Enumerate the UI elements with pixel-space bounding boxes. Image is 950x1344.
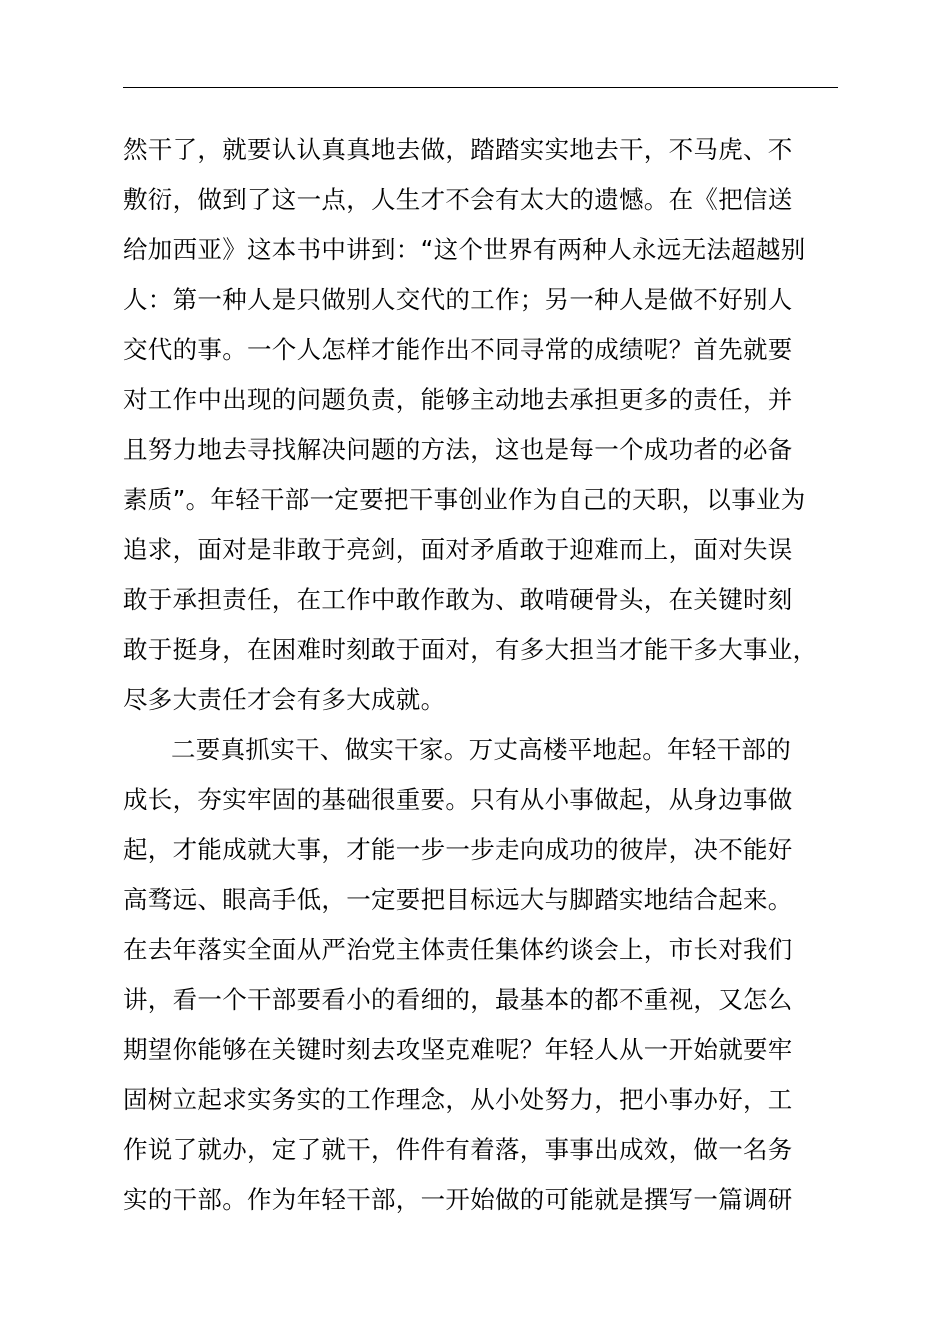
text-line: 素质”。年轻干部一定要把干事创业作为自己的天职，以事业为	[123, 485, 806, 514]
text-line: 敷衍，做到了这一点，人生才不会有太大的遗憾。在《把信送	[123, 185, 793, 214]
text-line: 敢于承担责任，在工作中敢作敢为、敢啃硬骨头，在关键时刻	[123, 585, 793, 614]
text-line: 交代的事。一个人怎样才能作出不同寻常的成绩呢？首先就要	[123, 335, 793, 364]
text-line: 然干了，就要认认真真地去做，踏踏实实地去干，不马虎、不	[123, 135, 793, 164]
paragraph-start-line: 二要真抓实干、做实干家。万丈高楼平地起。年轻干部的	[171, 735, 791, 764]
text-line: 固树立起求实务实的工作理念，从小处努力，把小事办好，工	[123, 1085, 793, 1114]
text-line: 高骛远、眼高手低，一定要把目标远大与脚踏实地结合起来。	[123, 885, 793, 914]
text-line: 尽多大责任才会有多大成就。	[123, 685, 446, 714]
text-line: 实的干部。作为年轻干部，一开始做的可能就是撰写一篇调研	[123, 1185, 793, 1214]
header-rule	[123, 87, 838, 88]
text-line: 在去年落实全面从严治党主体责任集体约谈会上，市长对我们	[123, 935, 793, 964]
text-line: 给加西亚》这本书中讲到：“这个世界有两种人永远无法超越别	[123, 235, 806, 264]
text-line: 期望你能够在关键时刻去攻坚克难呢？年轻人从一开始就要牢	[123, 1035, 793, 1064]
page-body	[123, 125, 863, 1225]
text-line: 起，才能成就大事，才能一步一步走向成功的彼岸，决不能好	[123, 835, 793, 864]
text-line: 讲，看一个干部要看小的看细的，最基本的都不重视，又怎么	[123, 985, 793, 1014]
text-line: 对工作中出现的问题负责，能够主动地去承担更多的责任，并	[123, 385, 793, 414]
text-line: 作说了就办，定了就干，件件有着落，事事出成效，做一名务	[123, 1135, 793, 1164]
text-line: 人：第一种人是只做别人交代的工作；另一种人是做不好别人	[123, 285, 793, 314]
text-line: 追求，面对是非敢于亮剑，面对矛盾敢于迎难而上，面对失误	[123, 535, 793, 564]
text-line: 敢于挺身，在困难时刻敢于面对，有多大担当才能干多大事业，	[123, 635, 818, 664]
text-line: 成长，夯实牢固的基础很重要。只有从小事做起，从身边事做	[123, 785, 793, 814]
text-line: 且努力地去寻找解决问题的方法，这也是每一个成功者的必备	[123, 435, 793, 464]
